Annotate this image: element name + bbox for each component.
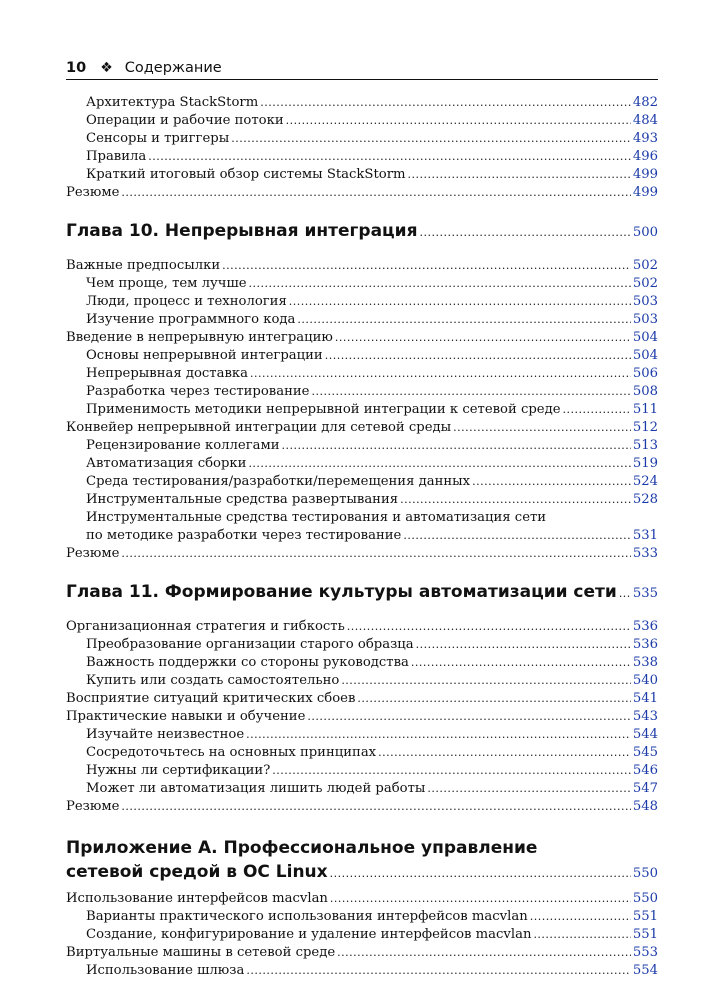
entry-page: 506 (632, 366, 658, 381)
entry-page: 504 (632, 330, 658, 345)
entry-page: 524 (632, 474, 658, 489)
leader-dots (563, 401, 631, 419)
entry-title: по методике разработки через тестирование (86, 528, 402, 543)
toc-entry[interactable] (66, 762, 658, 780)
entry-title: Виртуальные машины в сетевой среде (66, 945, 336, 960)
toc-entry[interactable] (66, 112, 658, 130)
leader-dots (246, 726, 631, 744)
toc-section-top (66, 94, 658, 202)
entry-title: Использование интерфейсов macvlan (66, 891, 328, 906)
leader-dots (337, 944, 631, 962)
toc-entry[interactable] (66, 890, 658, 908)
leader-dots (246, 962, 630, 980)
leader-dots (297, 311, 630, 329)
leader-dots (148, 148, 631, 166)
entry-page: 547 (632, 781, 658, 796)
leader-dots (231, 130, 631, 148)
entry-page: 540 (632, 673, 658, 688)
toc-entry[interactable] (66, 329, 658, 347)
toc-entry[interactable] (66, 401, 658, 419)
entry-page: 503 (632, 294, 658, 309)
entry-page: 536 (632, 637, 658, 652)
toc-entry[interactable] (66, 744, 658, 762)
entry-title: Создание, конфигурирование и удаление интерфейсов macvlan (86, 927, 532, 942)
leader-dots (330, 862, 631, 886)
leader-dots (411, 654, 631, 672)
entry-title: Резюме (66, 799, 120, 814)
leader-dots (347, 618, 631, 636)
entry-title: Конвейер непрерывной интеграции для сетевой среды (66, 420, 452, 435)
toc-entry[interactable] (66, 780, 658, 798)
leader-dots (121, 184, 630, 202)
toc-entry[interactable] (66, 926, 658, 944)
leader-dots (530, 908, 631, 926)
entry-title: Практические навыки и обучение (66, 709, 306, 724)
leader-dots (619, 582, 631, 606)
page-number: 10 (66, 60, 87, 76)
table-of-contents (66, 94, 658, 980)
entry-title: Использование шлюза (86, 963, 245, 978)
leader-dots (222, 257, 631, 275)
leader-dots (121, 545, 630, 563)
chapter-page: 535 (632, 586, 658, 601)
chapter-11-heading[interactable] (66, 580, 658, 604)
entry-title: Краткий итоговый обзор системы StackStorm (86, 167, 406, 182)
toc-entry[interactable] (66, 473, 658, 491)
leader-dots (311, 383, 630, 401)
entry-page: 551 (632, 909, 658, 924)
toc-entry[interactable] (66, 708, 658, 726)
entry-page: 499 (632, 167, 658, 182)
leader-dots (335, 329, 631, 347)
chapter-page: 550 (632, 866, 658, 881)
entry-page: 499 (632, 185, 658, 200)
toc-entry[interactable] (66, 726, 658, 744)
entry-title: Преобразование организации старого образца (86, 637, 414, 652)
entry-title: Изучение программного кода (86, 312, 296, 327)
toc-entry-multiline-line1[interactable]: Инструментальные средства тестирования и автоматизация сети (86, 510, 547, 525)
entry-page: 533 (632, 546, 658, 561)
entry-page: 512 (632, 420, 658, 435)
toc-entry[interactable] (66, 347, 658, 365)
toc-entry[interactable] (66, 383, 658, 401)
entry-page: 541 (632, 691, 658, 706)
header-title: Содержание (124, 60, 222, 76)
entry-title: Важность поддержки со стороны руководства (86, 655, 409, 670)
entry-page: 511 (632, 402, 658, 417)
entry-title: Правила (86, 149, 147, 164)
entry-page: 513 (632, 438, 658, 453)
leader-dots (400, 491, 631, 509)
leader-dots (419, 221, 630, 245)
entry-page: 484 (632, 113, 658, 128)
entry-page: 548 (632, 799, 658, 814)
entry-title: Может ли автоматизация лишить людей работы (86, 781, 426, 796)
leader-dots (408, 166, 631, 184)
toc-entry[interactable] (66, 908, 658, 926)
leader-dots (472, 473, 631, 491)
entry-page: 502 (632, 276, 658, 291)
entry-page: 519 (632, 456, 658, 471)
leader-dots (286, 112, 631, 130)
entry-page: 546 (632, 763, 658, 778)
entry-title: Варианты практического использования интерфейсов macvlan (86, 909, 528, 924)
entry-page: 538 (632, 655, 658, 670)
leader-dots (427, 780, 630, 798)
leader-dots (248, 455, 630, 473)
entry-page: 544 (632, 727, 658, 742)
toc-entry[interactable] (66, 962, 658, 980)
toc-entry[interactable] (66, 455, 658, 473)
header-rule (66, 79, 658, 80)
chapter-10-heading[interactable] (66, 219, 658, 243)
leader-dots (307, 708, 630, 726)
entry-title: Сосредоточьтесь на основных принципах (86, 745, 377, 760)
toc-entry[interactable] (66, 636, 658, 654)
entry-page: 543 (632, 709, 658, 724)
toc-entry[interactable] (66, 311, 658, 329)
leader-dots (403, 527, 630, 545)
chapter-title: Глава 10. Непрерывная интеграция (66, 221, 418, 241)
entry-title: Инструментальные средства развертывания (86, 492, 399, 507)
toc-entry[interactable] (66, 257, 658, 275)
entry-title: Чем проще, тем лучше (86, 276, 247, 291)
entry-title: Применимость методики непрерывной интеграции к сетевой среде (86, 402, 561, 417)
entry-title: Среда тестирования/разработки/перемещения данных (86, 474, 471, 489)
entry-page: 531 (632, 528, 658, 543)
entry-title: Изучайте неизвестное (86, 727, 245, 742)
toc-entry-summary[interactable] (66, 545, 658, 563)
entry-title: Введение в непрерывную интеграцию (66, 330, 333, 345)
entry-title: Нужны ли сертификации? (86, 763, 271, 778)
entry-title: Архитектура StackStorm (86, 95, 259, 110)
toc-entry-multiline-line2[interactable] (66, 527, 658, 545)
leader-dots (453, 419, 631, 437)
entry-page: 553 (632, 945, 658, 960)
toc-entry[interactable] (66, 130, 658, 148)
toc-entry[interactable] (66, 690, 658, 708)
chapter-title: сетевой средой в ОС Linux (66, 862, 328, 882)
entry-title: Основы непрерывной интеграции (86, 348, 323, 363)
entry-page: 554 (632, 963, 658, 978)
toc-entry[interactable] (66, 94, 658, 112)
entry-title: Организационная стратегия и гибкость (66, 619, 345, 634)
toc-entry[interactable] (66, 365, 658, 383)
entry-page: 550 (632, 891, 658, 906)
toc-entry[interactable] (66, 437, 658, 455)
entry-page: 551 (632, 927, 658, 942)
toc-entry[interactable] (66, 944, 658, 962)
toc-entry[interactable] (66, 672, 658, 690)
entry-page: 503 (632, 312, 658, 327)
entry-title: Люди, процесс и технология (86, 294, 287, 309)
appendix-a-heading-line2[interactable] (66, 860, 658, 884)
leader-dots (357, 690, 630, 708)
ornament-icon: ❖ (100, 60, 113, 76)
entry-title: Сенсоры и триггеры (86, 131, 230, 146)
entry-title: Рецензирование коллегами (86, 438, 280, 453)
leader-dots (250, 365, 631, 383)
entry-title: Резюме (66, 185, 120, 200)
leader-dots (282, 437, 631, 455)
leader-dots (330, 890, 631, 908)
leader-dots (289, 293, 631, 311)
entry-title: Разработка через тестирование (86, 384, 310, 399)
entry-title: Восприятие ситуаций критических сбоев (66, 691, 356, 706)
toc-entry[interactable] (66, 184, 658, 202)
leader-dots (272, 762, 631, 780)
toc-section-ch11 (66, 618, 658, 816)
entry-title: Автоматизация сборки (86, 456, 247, 471)
toc-entry[interactable] (66, 293, 658, 311)
toc-entry[interactable] (66, 275, 658, 293)
toc-section-ch10 (66, 257, 658, 509)
toc-entry[interactable] (66, 166, 658, 184)
entry-page: 502 (632, 258, 658, 273)
entry-page: 508 (632, 384, 658, 399)
entry-page: 545 (632, 745, 658, 760)
entry-page: 482 (632, 95, 658, 110)
leader-dots (341, 672, 631, 690)
entry-page: 493 (632, 131, 658, 146)
entry-title: Резюме (66, 546, 120, 561)
toc-entry[interactable] (66, 419, 658, 437)
leader-dots (121, 798, 630, 816)
entry-title: Важные предпосылки (66, 258, 221, 273)
toc-entry[interactable] (66, 654, 658, 672)
running-header (66, 58, 658, 78)
leader-dots (249, 275, 631, 293)
entry-page: 504 (632, 348, 658, 363)
chapter-title: Глава 11. Формирование культуры автоматизации сети (66, 582, 617, 602)
entry-title: Операции и рабочие потоки (86, 113, 284, 128)
chapter-page: 500 (632, 225, 658, 240)
leader-dots (533, 926, 630, 944)
entry-page: 496 (632, 149, 658, 164)
leader-dots (325, 347, 631, 365)
leader-dots (260, 94, 631, 112)
leader-dots (416, 636, 631, 654)
toc-entry[interactable] (66, 148, 658, 166)
entry-title: Купить или создать самостоятельно (86, 673, 340, 688)
entry-page: 536 (632, 619, 658, 634)
toc-entry[interactable] (66, 491, 658, 509)
entry-title: Непрерывная доставка (86, 366, 248, 381)
toc-section-appendix-a (66, 890, 658, 980)
leader-dots (378, 744, 631, 762)
toc-entry[interactable] (66, 798, 658, 816)
toc-entry[interactable] (66, 618, 658, 636)
entry-page: 528 (632, 492, 658, 507)
appendix-a-heading-line1[interactable]: Приложение А. Профессиональное управление (66, 838, 538, 858)
